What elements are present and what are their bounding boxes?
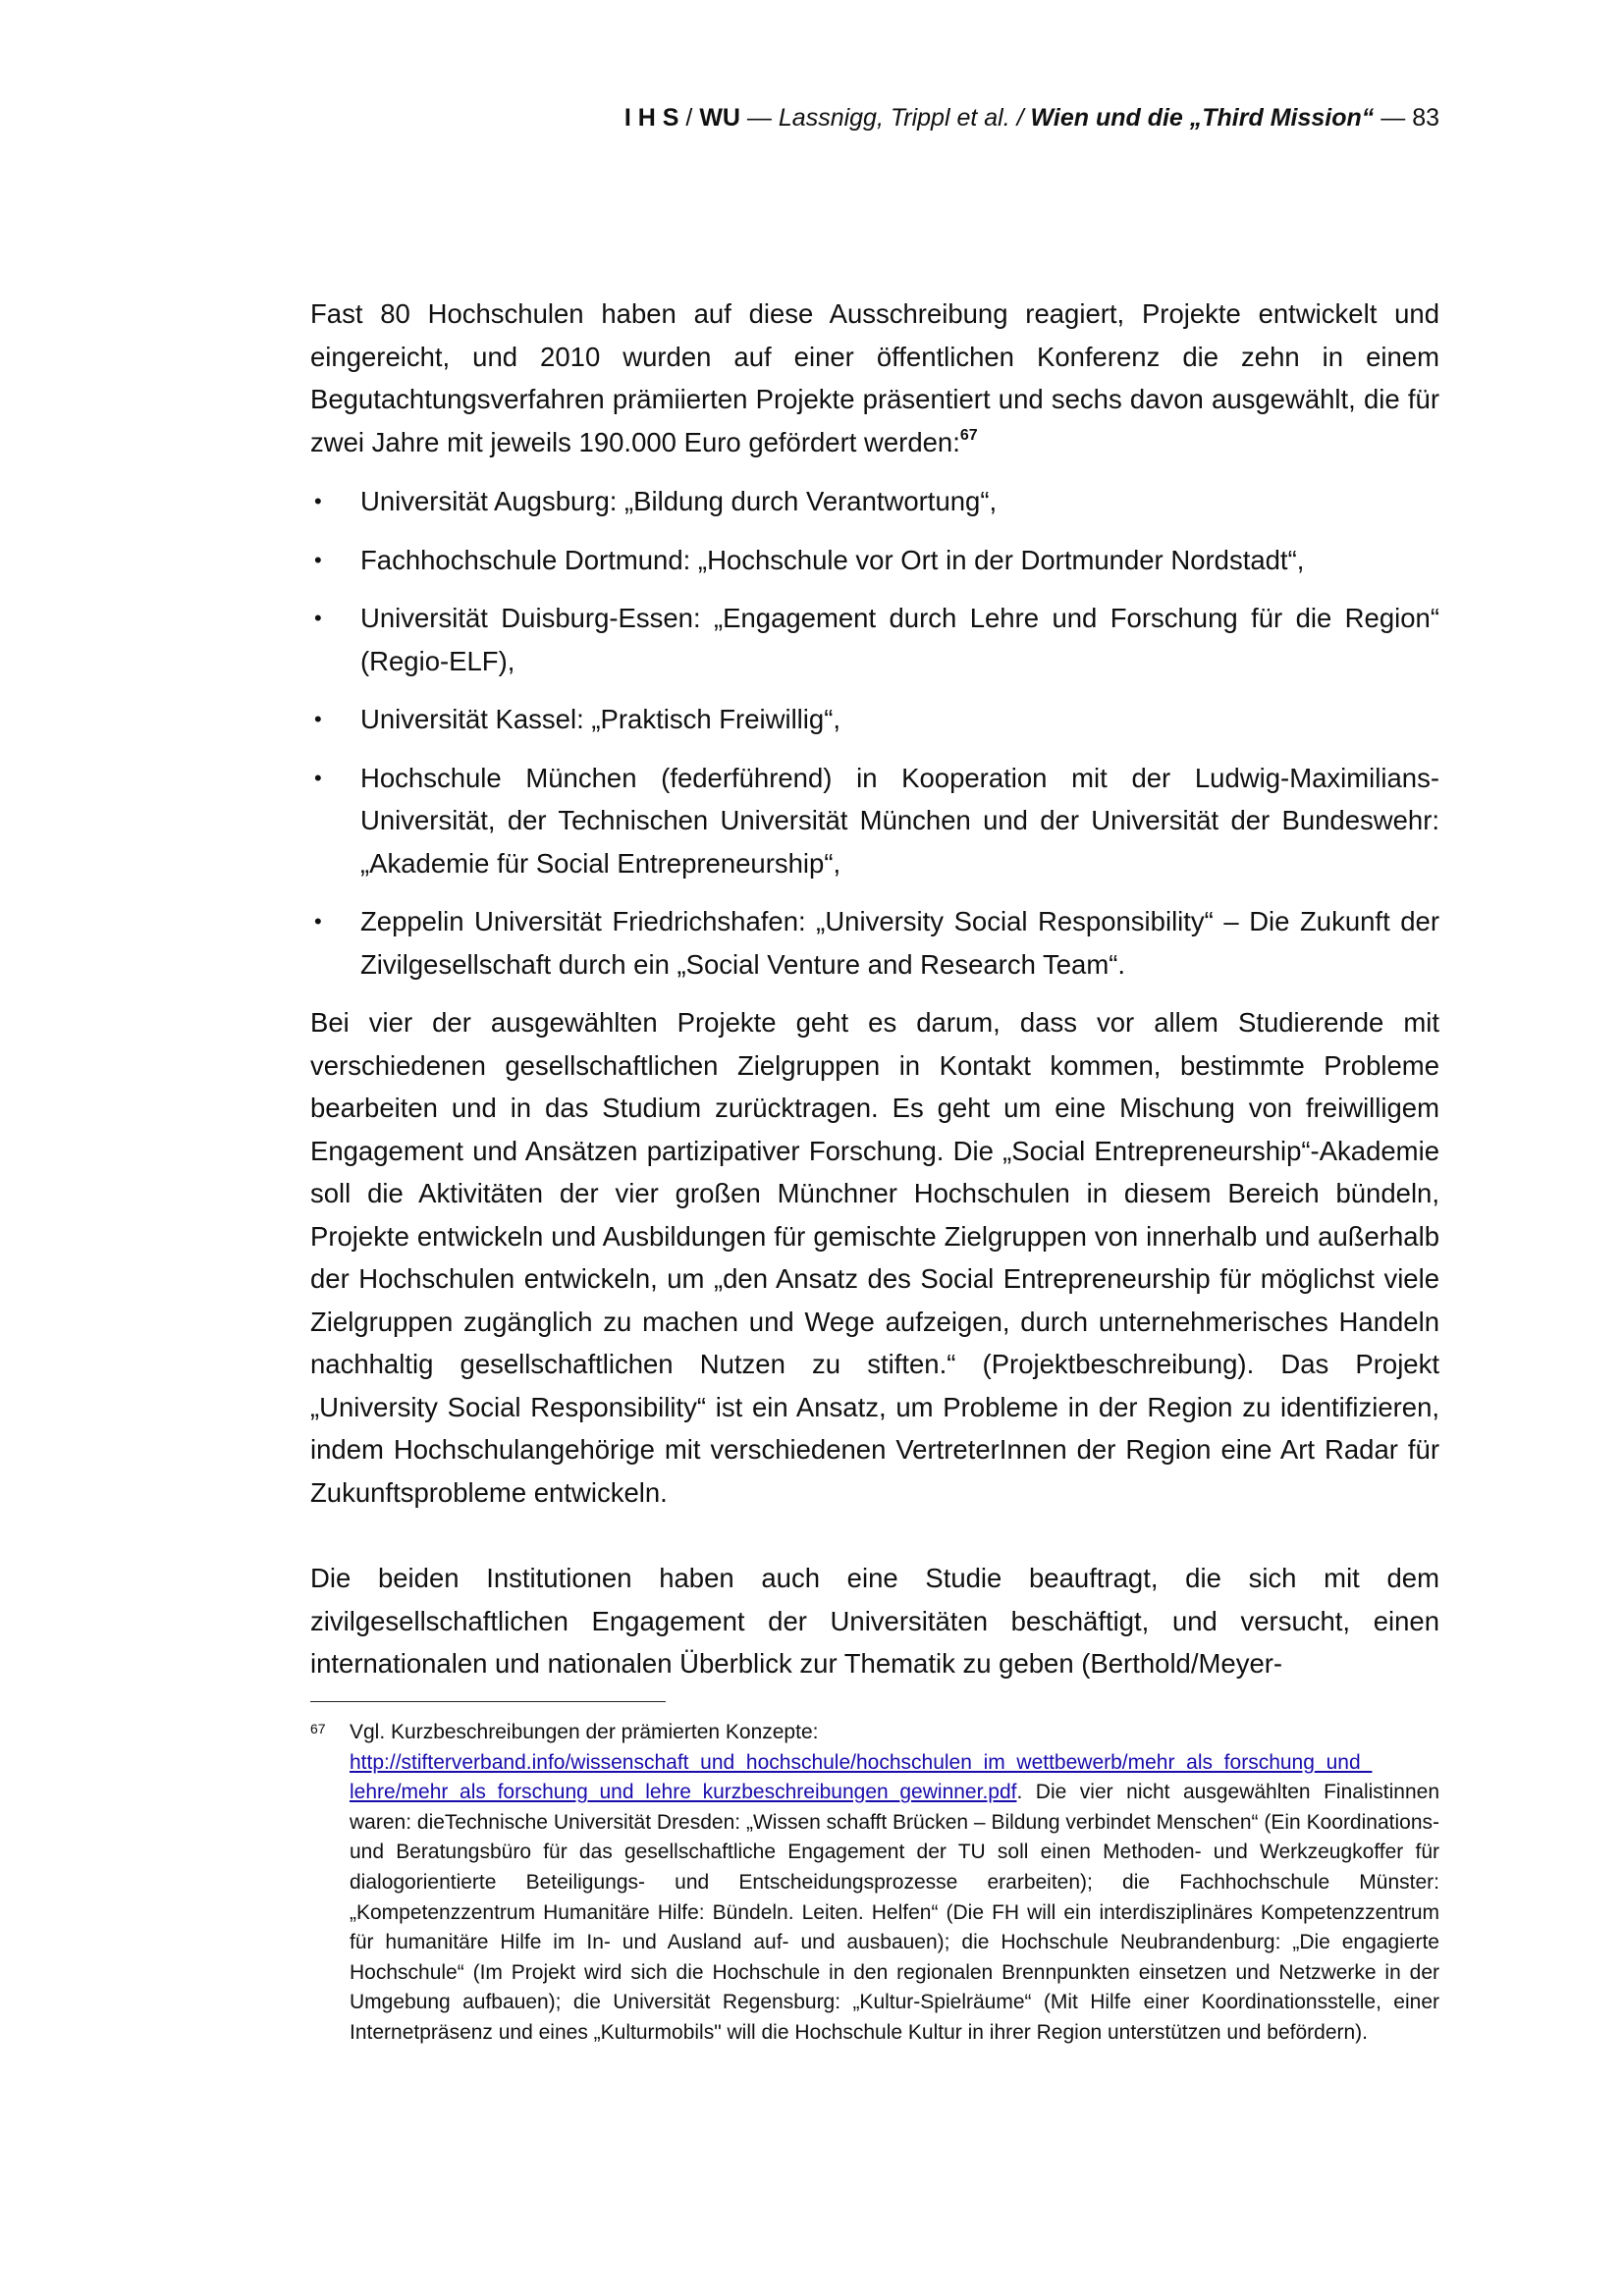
list-item-text: Universität Duisburg-Essen: „Engagement durch Lehre und Forschung für die Region“ (Regio-ELF), xyxy=(360,603,1439,676)
list-item-text: Universität Augsburg: „Bildung durch Verantwortung“, xyxy=(360,486,998,516)
list-item xyxy=(310,480,1439,523)
list-item-text: Hochschule München (federführend) in Kooperation mit der Ludwig-Maximilians-Universität, der Technischen Universität München und der Universität der Bundeswehr: „Akademie für Social Entrepreneurship“, xyxy=(360,762,1439,879)
footnote-text xyxy=(350,1718,1439,2049)
running-header xyxy=(310,102,1439,133)
footnote-intro: Vgl. Kurzbeschreibungen der prämierten Konzepte: xyxy=(350,1721,819,1743)
header-dash2: — xyxy=(1374,104,1413,132)
page-number: 83 xyxy=(1412,104,1439,132)
list-item-text: Zeppelin Universität Friedrichshafen: „University Social Responsibility“ – Die Zukunft der Zivilgesellschaft durch ein „Social Venture and Research Team“. xyxy=(360,906,1439,980)
list-item xyxy=(310,539,1439,582)
footnote-link-part2: lehre/mehr_als_forschung_und_lehre_kurzbeschreibungen_gewinner.pdf xyxy=(350,1781,1017,1804)
paragraph-spacer xyxy=(310,1514,1439,1557)
bullet-icon: • xyxy=(314,707,322,731)
bullet-icon: • xyxy=(314,606,322,630)
list-item xyxy=(310,698,1439,741)
intro-paragraph xyxy=(310,293,1439,463)
list-item xyxy=(310,900,1439,986)
bullet-icon: • xyxy=(314,547,322,572)
bullet-icon: • xyxy=(314,765,322,790)
body-paragraph-study: Die beiden Institutionen haben auch eine Studie beauftragt, die sich mit dem zivilgesellschaftlichen Engagement der Universitäten beschäftigt, und versucht, einen internationalen und nationalen Überblick zur Thematik zu geben (Berthold/Meyer- xyxy=(310,1563,1439,1679)
footnote-link-part1: http://stifterverband.info/wissenschaft_und_hochschule/hochschulen_im_wettbewerb/mehr_als_forschung_und_ xyxy=(350,1750,1373,1774)
footnote-body: . Die vier nicht ausgewählten Finalistinnen waren: dieTechnische Universität Dresden: „Wissen schafft Brücken – Bildung verbindet Menschen“ (Ein Koordinations- und Beratungsbüro für das gesellschaftliche Engagement der TU soll einen Methoden- und Werkzeugkoffer für dialogorientierte Beteiligungs- und Entscheidungsprozesse erarbeiten); die Fachhochschule Münster: „Kompetenzzentrum Humanitäre Hilfe: Bündeln. Leiten. Helfen“ (Die FH will ein interdisziplinäres Kompetenzzentrum für humanitäre Hilfe im In- und Ausland auf- und ausbauen); die Hochschule Neubrandenburg: „Die engagierte Hochschule“ (Im Projekt wird sich die Hochschule in den regionalen Brennpunkten einsetzen und Netzwerke in der Umgebung aufbauen); die Universität Regensburg: „Kultur-Spielräume“ (Mit Hilfe einer Koordinationsstelle, einer Internetpräsenz und eines „Kulturmobils" will die Hochschule Kultur in ihrer Region unterstützen und befördern). xyxy=(350,1781,1439,2044)
header-authors: Lassnigg, Trippl et al. / xyxy=(778,104,1031,132)
header-dash: — xyxy=(739,104,779,132)
list-item-text: Universität Kassel: „Praktisch Freiwillig“, xyxy=(360,704,840,734)
list-item xyxy=(310,597,1439,682)
body-paragraph-projects: Bei vier der ausgewählten Projekte geht es darum, dass vor allem Studierende mit verschiedenen gesellschaftlichen Zielgruppen in Kontakt kommen, bestimmte Probleme bearbeiten und in das Studium zurücktragen. Es geht um eine Mischung von freiwilligem Engagement und Ansätzen partizipativer Forschung. Die „Social Entrepreneurship“-Akademie soll die Aktivitäten der vier großen Münchner Hochschulen in diesem Bereich bündeln, Projekte entwickeln und Ausbildungen für gemischte Zielgruppen von innerhalb und außerhalb der Hochschulen entwickeln, um „den Ansatz des Social Entrepreneurship für möglichst viele Zielgruppen zugänglich zu machen und Wege aufzeigen, durch unternehmerisches Handeln nachhaltig gesellschaftlichen Nutzen zu stiften.“ (Projektbeschreibung). Das Projekt „University Social Responsibility“ ist ein Ansatz, um Probleme in der Region zu identifizieren, indem Hochschulangehörige mit verschiedenen VertreterInnen der Region eine Art Radar für Zukunftsprobleme entwickeln. xyxy=(310,1007,1439,1508)
header-separator: / xyxy=(678,104,700,132)
project-list xyxy=(310,480,1439,986)
list-item xyxy=(310,757,1439,885)
main-text xyxy=(310,293,1439,1685)
intro-paragraph-text: Fast 80 Hochschulen haben auf diese Ausschreibung reagiert, Projekte entwickelt und eingereicht, und 2010 wurden auf einer öffentlichen Konferenz die zehn in einem Begutachtungsverfahren prämiierten Projekte präsentiert und sechs davon ausgewählt, die für zwei Jahre mit jeweils 190.000 Euro gefördert werden: xyxy=(310,298,1439,457)
footnote-divider xyxy=(310,1701,666,1702)
header-title: Wien und die „Third Mission“ xyxy=(1030,104,1375,132)
list-item-text: Fachhochschule Dortmund: „Hochschule vor Ort in der Dortmunder Nordstadt“, xyxy=(360,544,1305,575)
footnote-number: 67 xyxy=(310,1721,326,1736)
footnote xyxy=(310,1718,1439,2049)
bullet-icon: • xyxy=(314,909,322,934)
header-org: I H S xyxy=(623,104,679,132)
header-org2: WU xyxy=(699,104,740,132)
bullet-icon: • xyxy=(314,489,322,513)
footnote-reference[interactable]: 67 xyxy=(959,426,978,444)
